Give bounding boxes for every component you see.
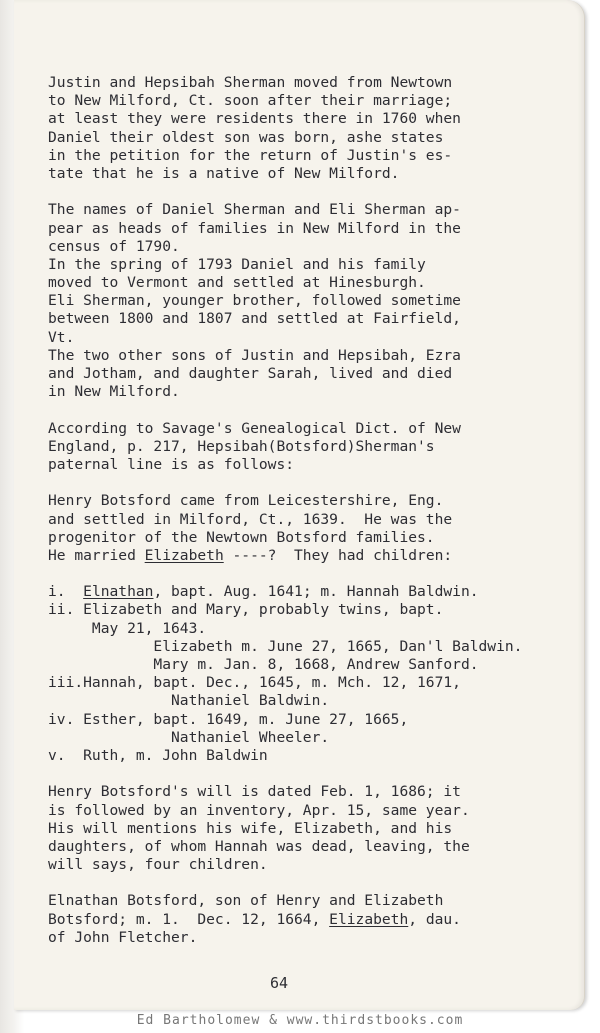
paragraph — [48, 583, 588, 765]
text-line — [48, 256, 588, 274]
paragraph-gap — [48, 874, 588, 892]
line-text: is followed by an inventory, Apr. 15, same year. — [48, 801, 470, 819]
text-line — [48, 347, 588, 365]
paragraph — [48, 420, 588, 475]
text-line — [48, 729, 588, 747]
text-line — [48, 892, 588, 910]
text-line — [48, 656, 588, 674]
text-line — [48, 292, 588, 310]
text-line — [48, 820, 588, 838]
text-line — [48, 692, 588, 710]
text-line — [48, 310, 588, 328]
paragraph-gap — [48, 765, 588, 783]
paragraph-gap — [48, 401, 588, 419]
line-text: , bapt. Aug. 1641; m. Hannah Baldwin. — [153, 583, 479, 601]
paragraph-gap — [48, 183, 588, 201]
line-text: ii. Elizabeth and Mary, probably twins, bapt. — [48, 601, 444, 619]
page-body-text — [48, 74, 588, 947]
text-line — [48, 129, 588, 147]
text-line — [48, 529, 588, 547]
line-text: Henry Botsford's will is dated Feb. 1, 1686; it — [48, 783, 461, 801]
underlined-name: Elizabeth — [329, 910, 409, 928]
line-text: Nathaniel Baldwin. — [48, 692, 330, 710]
line-text: progenitor of the Newtown Botsford families. — [48, 528, 435, 546]
text-line — [48, 674, 588, 692]
line-text: Elizabeth m. June 27, 1665, Dan'l Baldwin. — [48, 637, 523, 655]
line-text: ----? They had children: — [223, 546, 453, 564]
text-line — [48, 856, 588, 874]
line-text: tate that he is a native of New Milford. — [48, 164, 400, 182]
line-text: According to Savage's Genealogical Dict. of New — [48, 419, 461, 437]
line-text: Justin and Hepsibah Sherman moved from Newtown — [48, 74, 453, 91]
line-text: paternal line is as follows: — [48, 455, 295, 473]
line-text: The names of Daniel Sherman and Eli Sherman ap- — [48, 201, 461, 219]
text-line — [48, 383, 588, 401]
line-text: moved to Vermont and settled at Hinesburgh. — [48, 274, 426, 292]
line-text: Botsford; m. 1. Dec. 12, 1664, — [48, 910, 330, 928]
text-line — [48, 110, 588, 128]
line-text: He married — [48, 546, 145, 564]
line-text: i. — [48, 583, 84, 601]
line-text: iii.Hannah, bapt. Dec., 1645, m. Mch. 12, 1671, — [48, 674, 461, 692]
paragraph — [48, 201, 588, 401]
text-line — [48, 638, 588, 656]
paragraph — [48, 74, 588, 183]
line-text: iv. Esther, bapt. 1649, m. June 27, 1665, — [48, 710, 409, 728]
text-line — [48, 420, 588, 438]
paragraph — [48, 492, 588, 565]
text-line — [48, 547, 588, 565]
text-line — [48, 601, 588, 619]
page-number: 64 — [269, 974, 289, 992]
line-text: of John Fletcher. — [48, 928, 198, 946]
line-text: Daniel their oldest son was born, ashe states — [48, 128, 444, 146]
line-text: and Jotham, and daughter Sarah, lived and died — [48, 365, 453, 382]
text-line — [48, 238, 588, 256]
line-text: pear as heads of families in New Milford in the — [48, 219, 461, 237]
line-text: between 1800 and 1807 and settled at Fairfield, — [48, 310, 461, 328]
line-text: in the petition for the return of Justin's es- — [48, 146, 453, 164]
text-line — [48, 365, 588, 383]
text-line — [48, 838, 588, 856]
line-text: daughters, of whom Hannah was dead, leaving, the — [48, 837, 470, 855]
paragraph-gap — [48, 565, 588, 583]
line-text: at least they were residents there in 1760 when — [48, 110, 461, 128]
text-line — [48, 929, 588, 947]
paragraph-gap — [48, 474, 588, 492]
book-page — [14, 0, 585, 1010]
text-line — [48, 147, 588, 165]
text-line — [48, 911, 588, 929]
text-line — [48, 220, 588, 238]
line-text: Vt. — [48, 328, 75, 346]
text-line — [48, 492, 588, 510]
text-line — [48, 329, 588, 347]
paragraph — [48, 783, 588, 874]
text-line — [48, 456, 588, 474]
text-line — [48, 783, 588, 801]
text-line — [48, 802, 588, 820]
line-text: Mary m. Jan. 8, 1668, Andrew Sanford. — [48, 656, 479, 673]
text-line — [48, 74, 588, 92]
line-text: Elnathan Botsford, son of Henry and Elizabeth — [48, 892, 444, 910]
line-text: census of 1790. — [48, 237, 180, 255]
line-text: Henry Botsford came from Leicestershire, Eng. — [48, 492, 444, 510]
line-text: The two other sons of Justin and Hepsibah, Ezra — [48, 346, 461, 364]
line-text: in New Milford. — [48, 383, 180, 401]
line-text: will says, four children. — [48, 856, 268, 874]
text-line — [48, 711, 588, 729]
line-text: v. Ruth, m. John Baldwin — [48, 746, 268, 764]
underlined-name: Elnathan — [83, 583, 154, 601]
line-text: England, p. 217, Hepsibah(Botsford)Sherman's — [48, 437, 435, 455]
underlined-name: Elizabeth — [144, 546, 224, 564]
footer-credit: Ed Bartholomew & www.thirdstbooks.com — [136, 1013, 464, 1028]
text-line — [48, 583, 588, 601]
line-text: In the spring of 1793 Daniel and his family — [48, 255, 426, 273]
text-line — [48, 165, 588, 183]
text-line — [48, 620, 588, 638]
line-text: and settled in Milford, Ct., 1639. He was the — [48, 510, 453, 528]
line-text: to New Milford, Ct. soon after their marriage; — [48, 92, 453, 110]
text-line — [48, 438, 588, 456]
line-text: Eli Sherman, younger brother, followed sometime — [48, 292, 461, 310]
text-line — [48, 201, 588, 219]
text-line — [48, 511, 588, 529]
line-text: May 21, 1643. — [48, 619, 207, 637]
text-line — [48, 92, 588, 110]
text-line — [48, 274, 588, 292]
text-line — [48, 747, 588, 765]
line-text: Nathaniel Wheeler. — [48, 728, 330, 746]
line-text: , dau. — [408, 910, 461, 928]
paragraph — [48, 892, 588, 947]
line-text: His will mentions his wife, Elizabeth, and his — [48, 819, 453, 837]
